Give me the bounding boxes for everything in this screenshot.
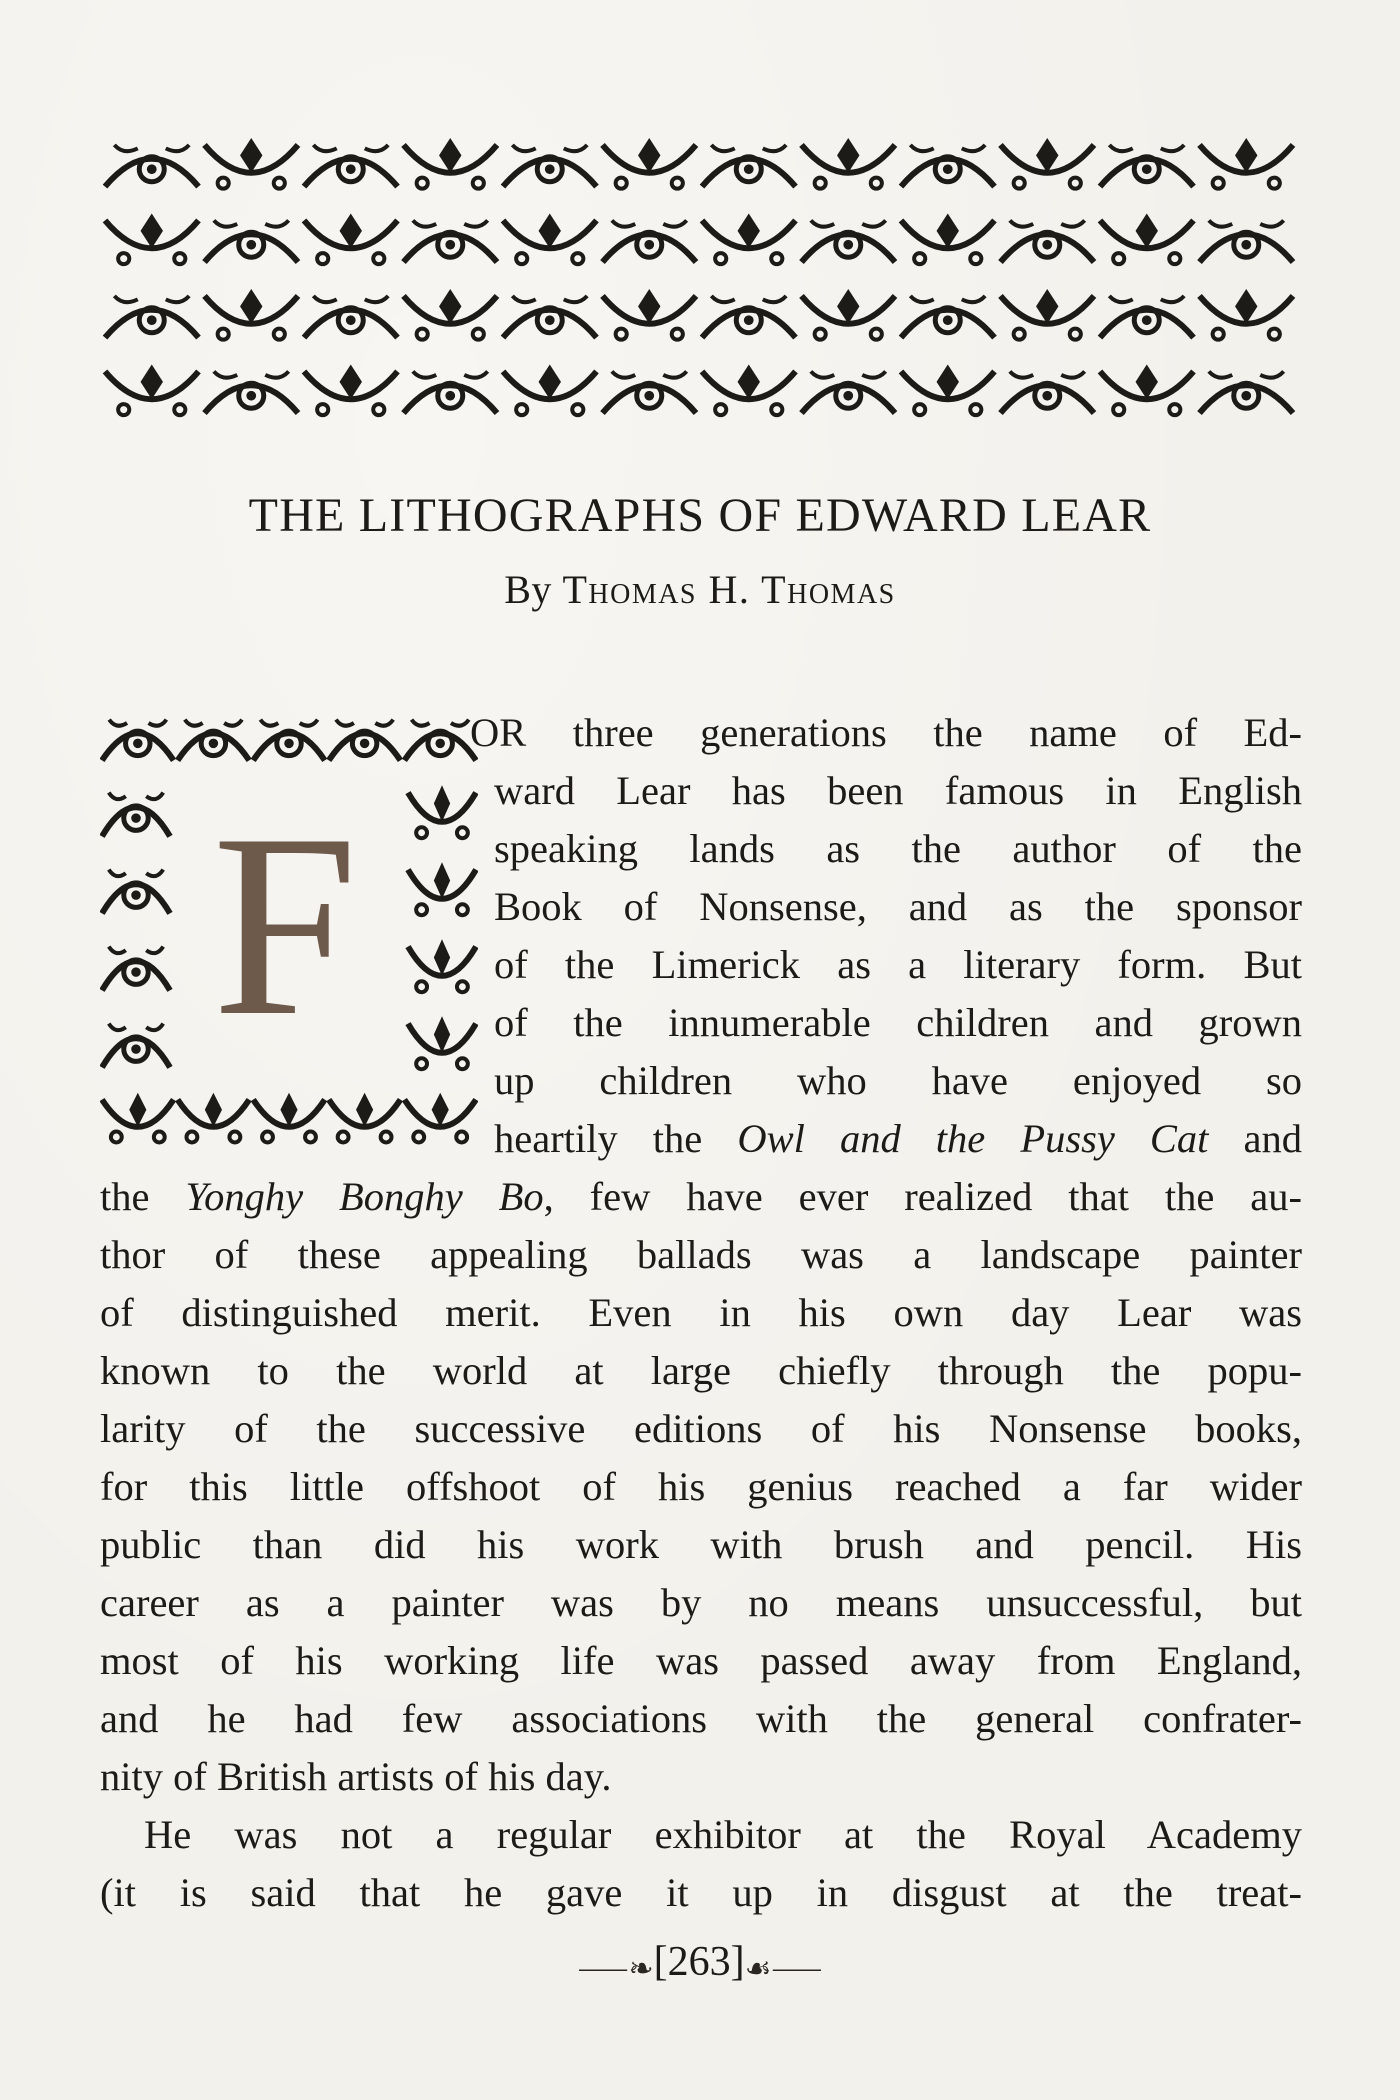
text-line: [100, 1400, 1302, 1458]
ornament-motif: [404, 371, 498, 413]
frame-ornament-motif: [408, 785, 476, 838]
ornament-motif: [702, 364, 796, 415]
line-segment: Book of Nonsense, and as the sponsor: [494, 884, 1302, 929]
frame-ornament-motif: [253, 720, 325, 761]
ornament-motif: [802, 289, 896, 340]
line-segment: and: [1208, 1116, 1302, 1161]
text-line: [494, 994, 1302, 1052]
text-line: [144, 1806, 1302, 1864]
line-segment: known to the world at large chiefly through the popu-: [100, 1348, 1302, 1393]
text-line: [494, 820, 1302, 878]
drop-cap: F: [212, 780, 358, 1070]
text-line: [494, 1110, 1302, 1168]
right-fleuron-icon: ☙⸺: [744, 1952, 823, 1986]
ornament-motif: [304, 213, 398, 264]
ornament-motif: [1200, 289, 1294, 340]
line-segment: ward Lear has been famous in English: [494, 768, 1302, 813]
frame-ornament-motif: [408, 939, 476, 992]
ornament-motif: [1001, 289, 1095, 340]
page-number: 263: [667, 1939, 731, 1985]
frame-ornament-motif: [253, 1093, 325, 1143]
frame-ornament-motif: [408, 1016, 476, 1069]
ornament-motif: [901, 145, 995, 187]
line-segment: of the Limerick as a literary form. But: [494, 942, 1302, 987]
text-line: [100, 1342, 1302, 1400]
frame-ornament-motif: [404, 1093, 476, 1143]
ornament-motif: [404, 220, 498, 262]
line-segment: career as a painter was by no means unsuccessful, but: [100, 1580, 1302, 1625]
byline: [0, 566, 1400, 613]
ornamental-headpiece: [102, 128, 1296, 430]
frame-ornament-motif: [102, 720, 174, 761]
italic-title: Yonghy Bonghy Bo: [185, 1174, 544, 1219]
author-name: Thomas H. Thomas: [562, 567, 896, 612]
ornament-motif: [304, 296, 398, 338]
ornament-motif: [901, 364, 995, 415]
ornament-motif: [205, 138, 299, 189]
frame-ornament-motif: [102, 947, 170, 991]
line-segment: OR three generations the name of Ed-: [470, 710, 1302, 755]
ornament-motif: [503, 213, 597, 264]
ornament-motif: [105, 145, 199, 187]
ornament-motif: [503, 145, 597, 187]
page-number-footer: ⸺❧[263]☙⸺: [577, 1939, 823, 1986]
line-segment: and he had few associations with the general confrater-: [100, 1696, 1302, 1741]
frame-ornament-motif: [329, 1093, 401, 1143]
ornament-motif: [1200, 371, 1294, 413]
line-segment: , few have ever realized that the au-: [543, 1174, 1302, 1219]
line-segment: for this little offshoot of his genius reached a far wider: [100, 1464, 1302, 1509]
ornament-motif: [105, 213, 199, 264]
ornament-motif: [802, 220, 896, 262]
line-segment: most of his working life was passed away from England,: [100, 1638, 1302, 1683]
text-line: [494, 1052, 1302, 1110]
text-line: [100, 1226, 1302, 1284]
text-line: [494, 762, 1302, 820]
ornament-motif: [404, 138, 498, 189]
text-line: [100, 1284, 1302, 1342]
text-line: [100, 1864, 1302, 1922]
line-segment: of distinguished merit. Even in his own day Lear was: [100, 1290, 1302, 1335]
text-line: [100, 1748, 1302, 1806]
ornament-motif: [304, 364, 398, 415]
byline-prefix: By: [504, 567, 563, 612]
article-title: THE LITHOGRAPHS OF EDWARD LEAR: [248, 489, 1152, 542]
ornament-motif: [1100, 364, 1194, 415]
frame-ornament-motif: [102, 1093, 174, 1143]
frame-ornament-motif: [178, 1093, 250, 1143]
frame-ornament-motif: [178, 720, 250, 761]
italic-title: Owl and the Pussy Cat: [737, 1116, 1209, 1161]
frame-ornament-motif: [404, 720, 476, 761]
ornament-motif: [1100, 213, 1194, 264]
text-line: [100, 1458, 1302, 1516]
ornament-motif: [503, 296, 597, 338]
ornament-motif: [1001, 220, 1095, 262]
ornament-motif: [802, 371, 896, 413]
ornament-motif: [802, 138, 896, 189]
line-segment: nity of British artists of his day.: [100, 1754, 612, 1799]
line-segment: up children who have enjoyed so: [494, 1058, 1302, 1103]
line-segment: speaking lands as the author of the: [494, 826, 1302, 871]
ornament-motif: [603, 138, 697, 189]
ornament-motif: [503, 364, 597, 415]
line-segment: thor of these appealing ballads was a landscape painter: [100, 1232, 1302, 1277]
ornament-motif: [1100, 145, 1194, 187]
frame-ornament-motif: [102, 1024, 170, 1068]
text-line: [100, 1632, 1302, 1690]
line-segment: public than did his work with brush and pencil. His: [100, 1522, 1302, 1567]
ornament-motif: [1001, 138, 1095, 189]
ornament-motif: [205, 220, 299, 262]
frame-ornament-motif: [102, 870, 170, 914]
ornament-motif: [1001, 371, 1095, 413]
line-segment: the: [100, 1174, 186, 1219]
ornament-motif: [1200, 138, 1294, 189]
frame-ornament-motif: [408, 862, 476, 915]
ornament-motif: [205, 371, 299, 413]
ornament-motif: [901, 213, 995, 264]
ornament-motif: [1200, 220, 1294, 262]
text-line: [100, 1516, 1302, 1574]
ornament-motif: [603, 220, 697, 262]
text-line: [100, 1574, 1302, 1632]
text-line: [100, 1168, 1302, 1226]
line-segment: heartily the: [494, 1116, 738, 1161]
line-segment: (it is said that he gave it up in disgust at the treat-: [100, 1870, 1302, 1915]
frame-ornament-motif: [329, 720, 401, 761]
text-line: [470, 704, 1302, 762]
line-segment: of the innumerable children and grown: [494, 1000, 1302, 1045]
frame-ornament-motif: [102, 793, 170, 837]
ornament-motif: [404, 289, 498, 340]
text-line: [100, 1690, 1302, 1748]
ornament-motif: [702, 296, 796, 338]
line-segment: larity of the successive editions of his Nonsense books,: [100, 1406, 1302, 1451]
ornament-motif: [304, 145, 398, 187]
ornament-motif: [603, 289, 697, 340]
ornament-motif: [1100, 296, 1194, 338]
ornament-motif: [702, 213, 796, 264]
left-fleuron-icon: ⸺❧: [577, 1952, 654, 1986]
ornament-motif: [105, 364, 199, 415]
text-line: [494, 878, 1302, 936]
ornament-motif: [901, 296, 995, 338]
ornament-motif: [603, 371, 697, 413]
ornament-motif: [105, 296, 199, 338]
ornament-motif: [205, 289, 299, 340]
ornament-motif: [702, 145, 796, 187]
text-line: [494, 936, 1302, 994]
line-segment: He was not a regular exhibitor at the Royal Academy: [144, 1812, 1302, 1857]
